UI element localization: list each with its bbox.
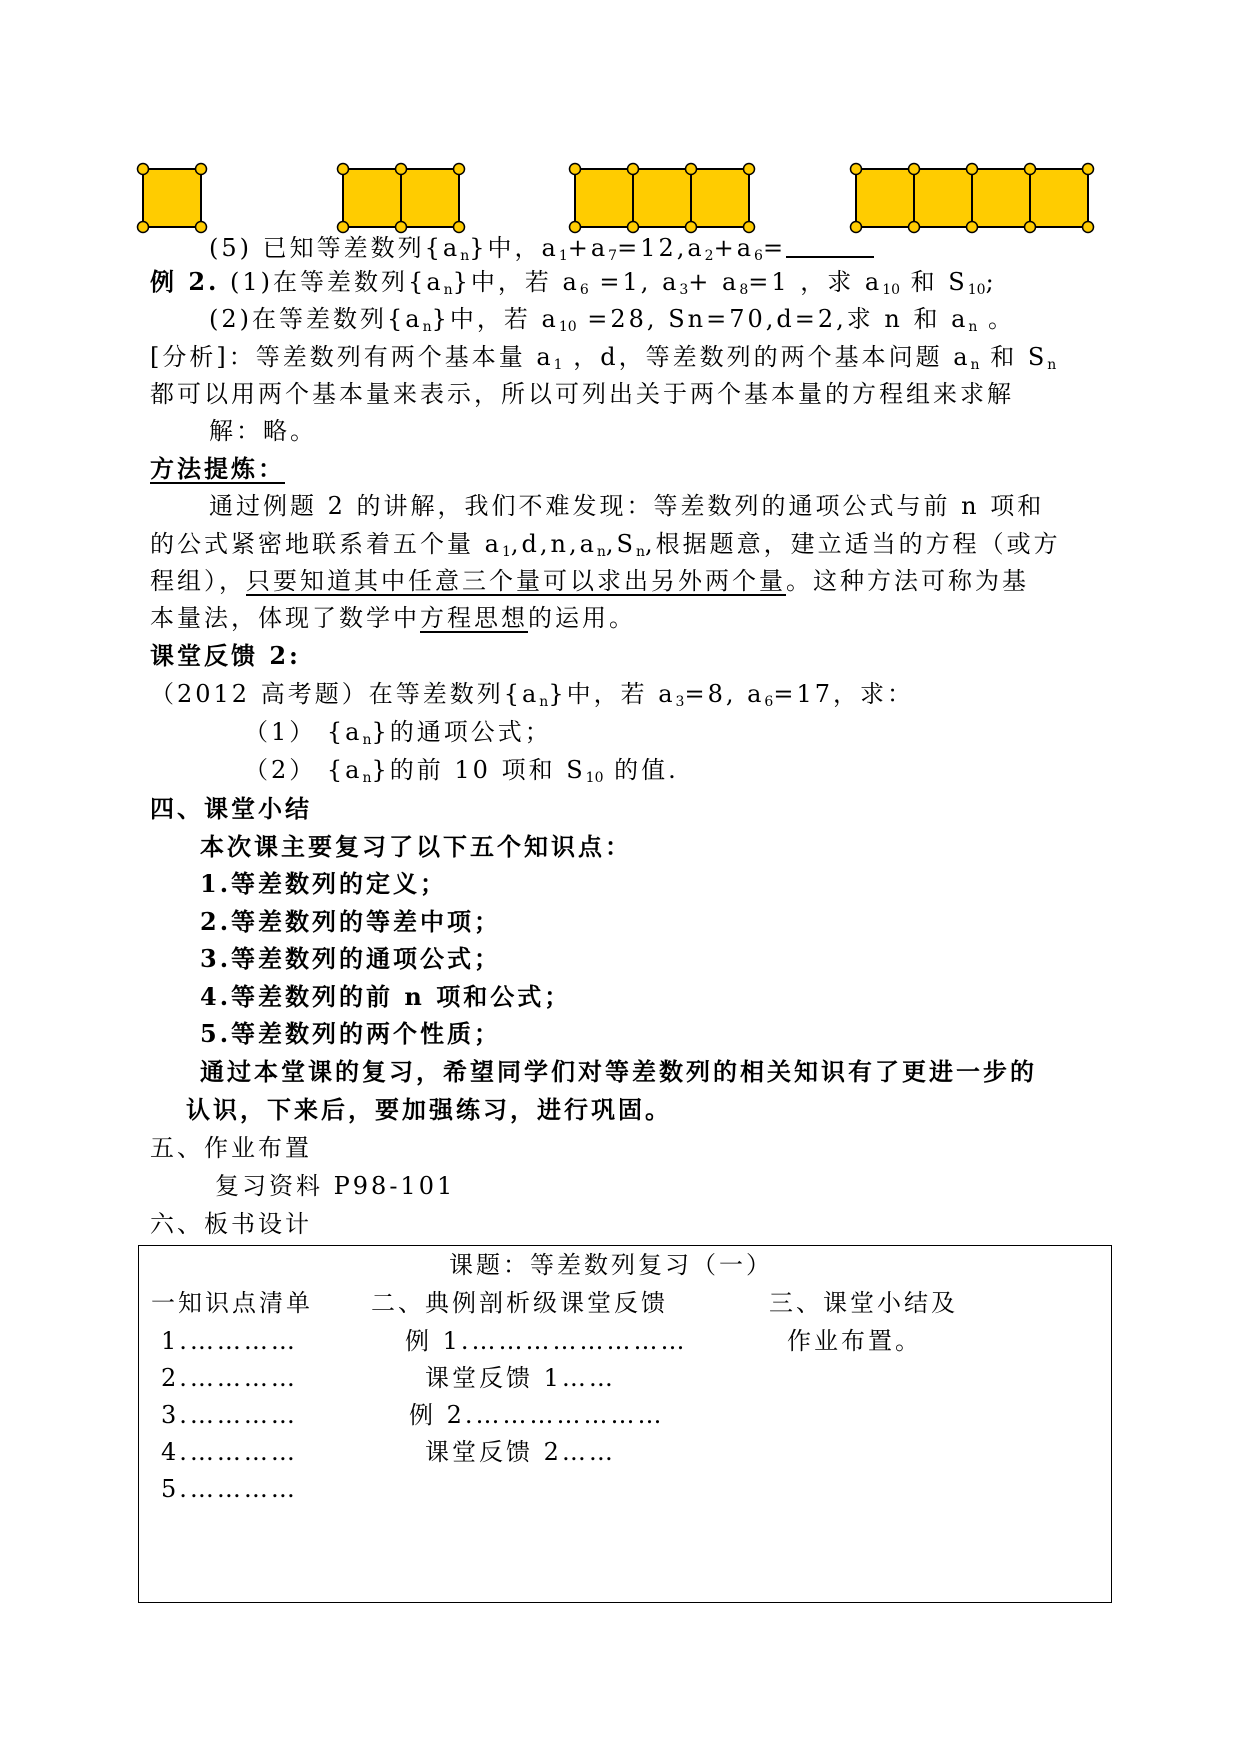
subscript: n (422, 319, 432, 335)
method-text: 的公式紧密地联系着五个量 a (150, 530, 502, 558)
summary-intro: 本次课主要复习了以下五个知识点： (200, 832, 632, 861)
analysis-line-1 (150, 342, 1056, 380)
example-text: + a (688, 268, 740, 296)
subscript: n (362, 732, 372, 748)
board-col2-item: 课堂反馈 2…… (425, 1438, 616, 1466)
board-design-box (138, 1245, 1112, 1603)
feedback-text: 的值. (603, 756, 679, 784)
node-dot (570, 164, 581, 175)
node-dot (686, 164, 697, 175)
node-dot (454, 164, 465, 175)
example-text: (1)在等差数列{a (219, 268, 444, 296)
method-heading: 方法提炼： (150, 454, 285, 483)
squares-figure (0, 0, 1241, 240)
subscript: n (596, 544, 606, 560)
method-text: ,根据题意，建立适当的方程（或方 (645, 530, 1061, 558)
analysis-text: 和 S (979, 343, 1048, 371)
subscript: 10 (882, 282, 901, 298)
board-col3-sub: 作业布置。 (787, 1327, 922, 1355)
node-dot (138, 222, 149, 233)
subscript: 1 (553, 357, 563, 373)
node-dot (967, 222, 978, 233)
subscript: n (970, 357, 980, 373)
method-line-3 (150, 566, 1029, 596)
node-dot (1083, 164, 1094, 175)
problem-5-text: = (762, 234, 787, 262)
board-col1-item: 4.………… (161, 1438, 298, 1466)
node-dot (744, 222, 755, 233)
problem-5-text: +a (567, 234, 609, 262)
summary-heading: 四、课堂小结 (150, 794, 312, 823)
node-dot (338, 164, 349, 175)
node-dot (967, 164, 978, 175)
method-key-point: 只要知道其中任意三个量可以求出另外两个量 (246, 567, 786, 595)
problem-5-text: }中，a (469, 234, 559, 262)
problem-5-text: (5) 已知等差数列{a (209, 234, 461, 262)
example-text: 。 (977, 305, 1016, 333)
feedback-2-item-2 (244, 755, 679, 793)
method-text: 程组）， (150, 567, 246, 595)
subscript: n (460, 248, 470, 264)
node-dot (628, 164, 639, 175)
subscript: n (443, 282, 453, 298)
node-dot (851, 222, 862, 233)
subscript: 3 (679, 282, 689, 298)
subscript: 10 (967, 282, 986, 298)
feedback-2-question (150, 679, 914, 717)
board-col2-item: 课堂反馈 1…… (425, 1364, 616, 1392)
node-dot (138, 164, 149, 175)
subscript: n (539, 694, 549, 710)
feedback-text: （1） {a (244, 718, 363, 746)
subscript: 6 (579, 282, 589, 298)
board-col1-item: 1.………… (161, 1327, 298, 1355)
analysis-line-2: 都可以用两个基本量来表示，所以可列出关于两个基本量的方程组来求解 (150, 380, 1014, 408)
subscript: 7 (608, 248, 618, 264)
summary-point: 5.等差数列的两个性质； (200, 1019, 502, 1048)
square-group (143, 169, 201, 227)
subscript: 1 (501, 544, 511, 560)
subscript: 3 (675, 694, 685, 710)
summary-closing-1: 通过本堂课的复习，希望同学们对等差数列的相关知识有了更进一步的 (200, 1057, 1037, 1086)
board-col1-item: 3.………… (161, 1401, 298, 1429)
node-dot (454, 222, 465, 233)
node-dot (744, 164, 755, 175)
subscript: 10 (585, 770, 604, 786)
feedback-text: （2012 高考题）在等差数列{a (150, 680, 540, 708)
subscript: 6 (764, 694, 774, 710)
method-text: 本量法，体现了数学中 (150, 604, 420, 632)
node-dot (1025, 222, 1036, 233)
subscript: 8 (739, 282, 749, 298)
node-dot (1083, 222, 1094, 233)
subscript: 2 (704, 248, 714, 264)
node-dot (1025, 164, 1036, 175)
subscript: 6 (754, 248, 763, 264)
homework-heading: 五、作业布置 (150, 1134, 312, 1162)
analysis-line-3: 解：略。 (209, 417, 317, 445)
example-text: 和 S (900, 268, 968, 296)
method-text: 。这种方法可称为基 (786, 567, 1029, 595)
subscript: 10 (558, 319, 577, 335)
answer-blank (786, 232, 874, 258)
node-dot (909, 164, 920, 175)
example-label: 例 2. (150, 267, 220, 296)
analysis-text: ，d，等差数列的两个基本问题 a (562, 343, 971, 371)
feedback-text: }中，若 a (548, 680, 676, 708)
feedback-2-item-1 (244, 717, 552, 755)
summary-point: 2.等差数列的等差中项； (200, 907, 502, 936)
example-2-line-2 (209, 304, 1015, 342)
node-dot (909, 222, 920, 233)
problem-5-text: =12,a (617, 234, 705, 262)
node-dot (851, 164, 862, 175)
problem-5 (209, 232, 874, 271)
feedback-text: =8, a (684, 680, 765, 708)
example-text: =1, a (588, 268, 680, 296)
feedback-text: （2） {a (244, 756, 363, 784)
method-text: ,d,n,a (510, 530, 597, 558)
board-col2-item: 例 2.………………… (409, 1401, 665, 1429)
board-col2-title: 二、典例剖析级课堂反馈 (371, 1289, 668, 1317)
subscript: n (362, 770, 372, 786)
example-text: =1 ，求 a (748, 268, 883, 296)
subscript: n (1047, 357, 1057, 373)
example-text: }中，若 a (431, 305, 559, 333)
node-dot (628, 222, 639, 233)
node-dot (338, 222, 349, 233)
method-text: 的运用。 (528, 604, 636, 632)
node-dot (570, 222, 581, 233)
board-heading: 六、板书设计 (150, 1210, 312, 1238)
example-text: }中，若 a (452, 268, 580, 296)
method-line-1: 通过例题 2 的讲解，我们不难发现：等差数列的通项公式与前 n 项和 (209, 492, 1045, 520)
subscript: n (635, 544, 646, 560)
node-dot (396, 164, 407, 175)
node-dot (196, 222, 207, 233)
board-col1-title: 一知识点清单 (151, 1289, 313, 1317)
analysis-text: [分析]：等差数列有两个基本量 a (150, 343, 554, 371)
subscript: n (968, 319, 978, 335)
problem-5-text: +a (713, 234, 755, 262)
summary-point: 4.等差数列的前 n 项和公式； (200, 982, 572, 1011)
homework-content: 复习资料 P98-101 (215, 1172, 456, 1200)
square-group (575, 169, 749, 227)
board-col3-title: 三、课堂小结及 (769, 1289, 958, 1317)
method-text: ,S (605, 530, 636, 558)
method-line-2 (150, 529, 1061, 567)
summary-closing-2: 认识，下来后，要加强练习，进行巩固。 (186, 1095, 672, 1124)
summary-point: 1.等差数列的定义； (200, 869, 448, 898)
board-col1-item: 2.………… (161, 1364, 298, 1392)
node-dot (396, 222, 407, 233)
node-dot (196, 164, 207, 175)
subscript: 1 (558, 248, 568, 264)
feedback-text: =17，求： (773, 680, 914, 708)
method-key-term: 方程思想 (420, 604, 528, 632)
node-dot (686, 222, 697, 233)
example-text: (2)在等差数列{a (209, 305, 423, 333)
board-title: 课题：等差数列复习（一） (449, 1251, 773, 1279)
feedback-text: }的通项公式； (371, 718, 552, 746)
board-col1-item: 5.………… (161, 1475, 298, 1503)
summary-point: 3.等差数列的通项公式； (200, 944, 502, 973)
board-col2-item: 例 1.…………………… (405, 1327, 688, 1355)
example-text: ; (985, 268, 997, 296)
feedback-2-heading: 课堂反馈 2: (150, 641, 301, 670)
method-line-4 (150, 603, 636, 633)
example-text: =28, Sn=70,d=2,求 n 和 a (576, 305, 969, 333)
example-2-line-1 (150, 267, 997, 305)
feedback-text: }的前 10 项和 S (371, 756, 586, 784)
